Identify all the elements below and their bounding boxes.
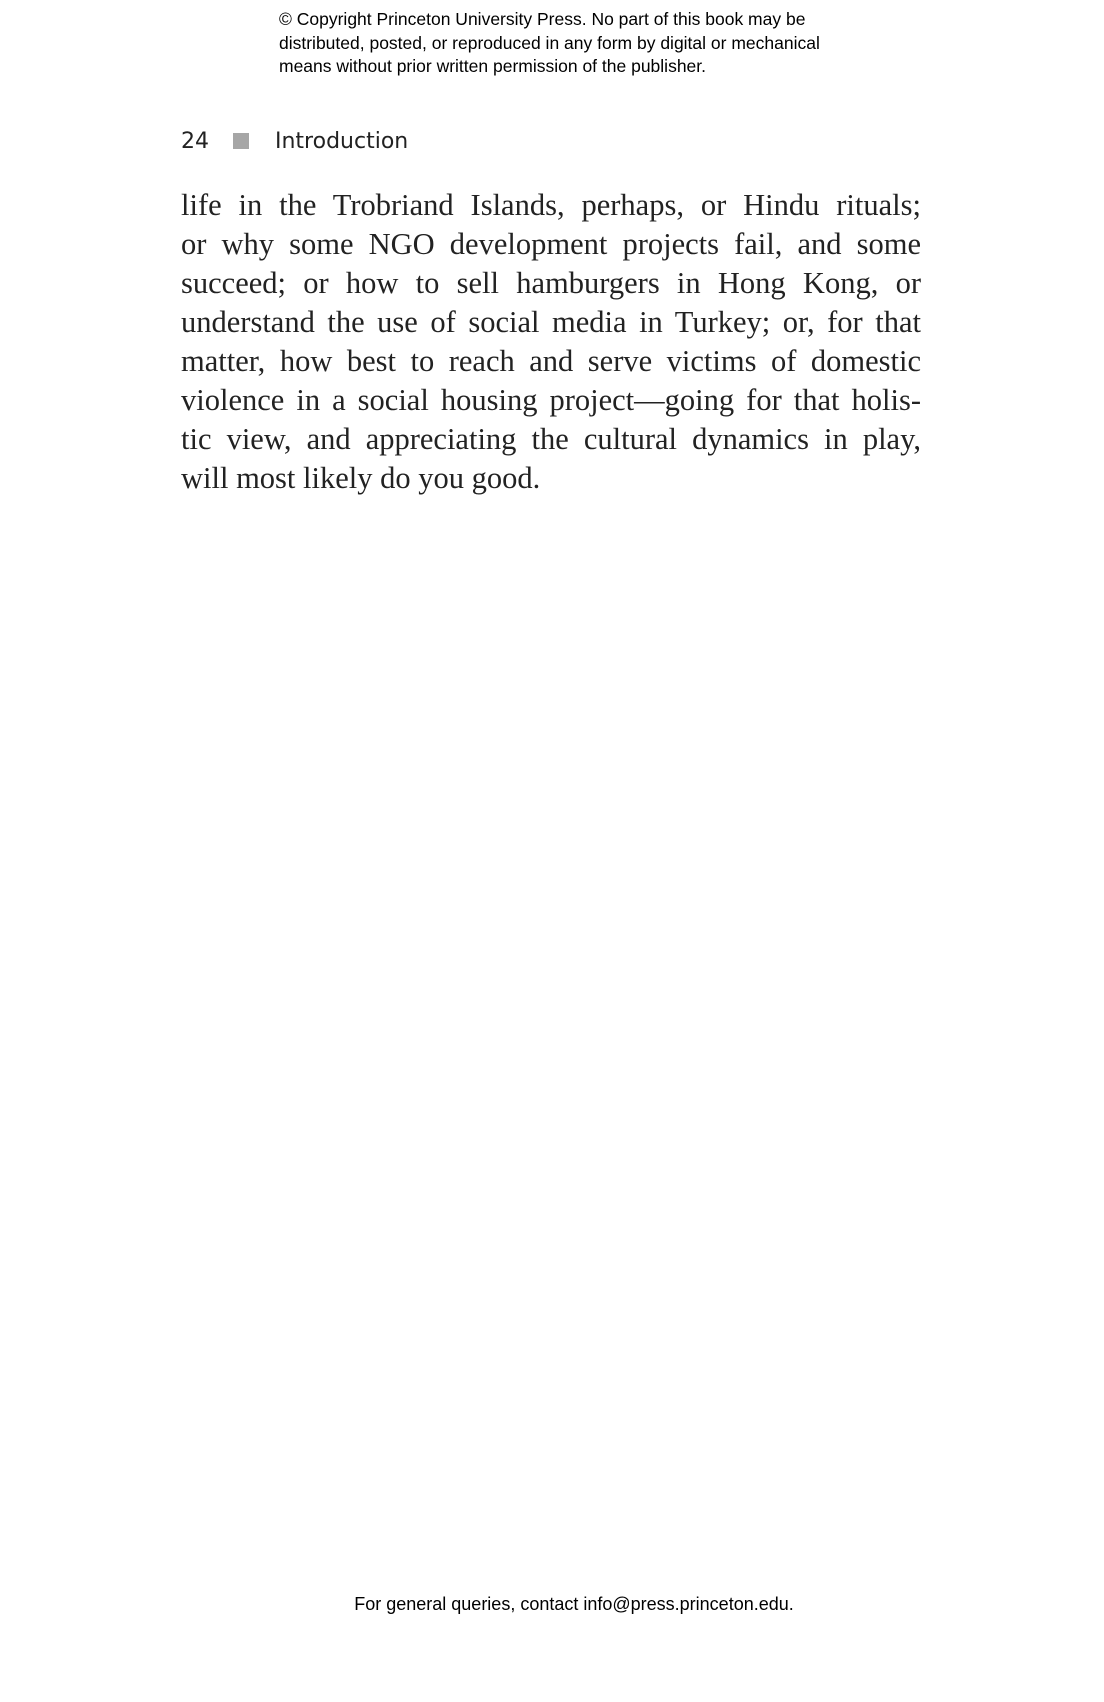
body-paragraph [181,186,921,498]
square-ornament-icon [233,133,249,149]
running-head [181,126,408,156]
text-line: will most likely do you good. [181,461,541,495]
section-title: Introduction [275,128,409,154]
footer-contact [0,1594,1104,1615]
footer-text: For general queries, contact info@press.princeton.edu. [354,1594,794,1614]
text-line: understand the use of social media in Turkey; or, for that [181,305,921,339]
text-line: violence in a social housing project—going for that holis- [181,383,921,417]
text-line: succeed; or how to sell hamburgers in Hong Kong, or [181,266,921,300]
copyright-line: means without prior written permission of the publisher. [279,56,707,76]
text-line: life in the Trobriand Islands, perhaps, or Hindu rituals; [181,188,921,222]
text-line: or why some NGO development projects fail, and some [181,227,921,261]
copyright-line: distributed, posted, or reproduced in any form by digital or mechanical [279,32,820,53]
copyright-line: © Copyright Princeton University Press. No part of this book may be [279,9,806,29]
text-line: tic view, and appreciating the cultural dynamics in play, [181,422,921,456]
copyright-notice [279,8,919,79]
text-line: matter, how best to reach and serve victims of domestic [181,344,921,378]
page-number: 24 [181,128,209,154]
